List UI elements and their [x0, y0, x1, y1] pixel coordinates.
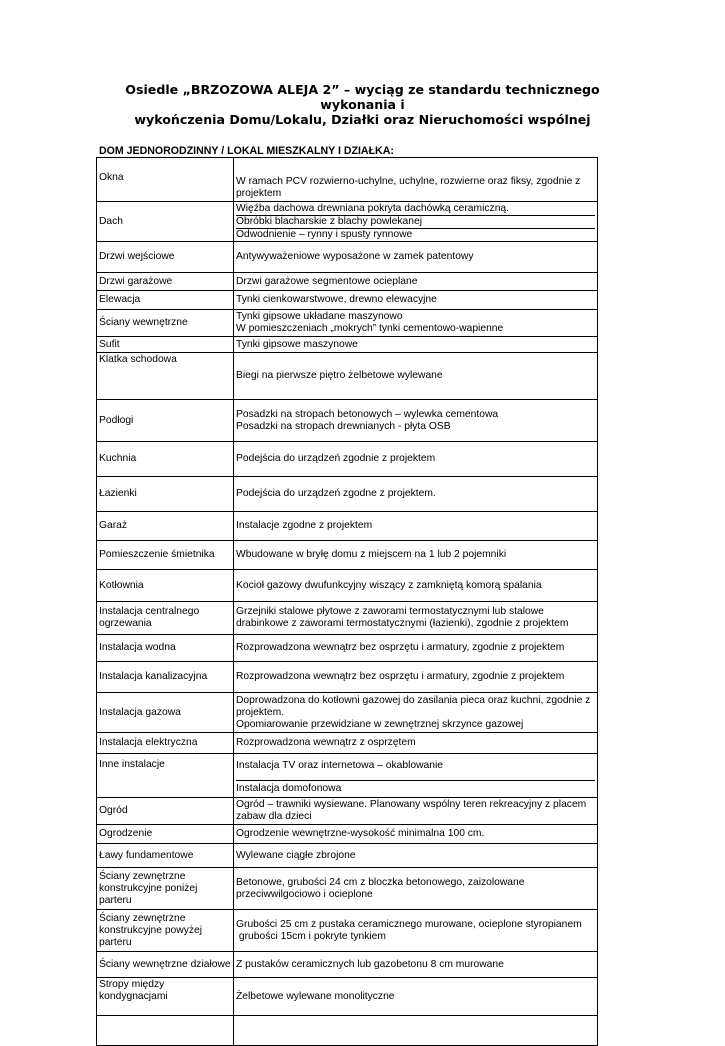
- row-label: Instalacja centralnego ogrzewania: [97, 602, 234, 635]
- row-value: Wylewane ciągłe zbrojone: [234, 844, 598, 868]
- table-row: [97, 952, 598, 978]
- row-value-group: [234, 754, 598, 798]
- row-label: Kuchnia: [97, 442, 234, 477]
- table-row-partial: [97, 1016, 598, 1046]
- table-row: [97, 662, 598, 693]
- row-value: Posadzki na stropach drewnianych - płyta OSB: [236, 420, 451, 432]
- row-label: Drzwi garażowe: [97, 273, 234, 291]
- row-value: Więźba dachowa drewniana pokryta dachówką ceramiczną.: [236, 203, 595, 216]
- table-row: [97, 570, 598, 602]
- table-row: [97, 868, 598, 910]
- table-row: [97, 910, 598, 952]
- row-value: Doprowadzona do kotłowni gazowej do zasilania pieca oraz kuchni, zgodnie z projektem.: [236, 694, 591, 718]
- table-row: [97, 602, 598, 635]
- table-row: [97, 978, 598, 1016]
- row-value-group: [234, 693, 598, 733]
- row-label: Instalacja wodna: [97, 635, 234, 662]
- table-row: [97, 442, 598, 477]
- row-value: Obróbki blacharskie z blachy powlekanej: [236, 216, 595, 229]
- table-row: [97, 337, 598, 353]
- table-row: [97, 310, 598, 337]
- row-value-group: [234, 910, 598, 952]
- table-row: [97, 353, 598, 400]
- document-title: [90, 82, 635, 127]
- row-label: Ściany wewnętrzne: [97, 310, 234, 337]
- table-row: [97, 400, 598, 442]
- row-label: Drzwi wejściowe: [97, 242, 234, 273]
- row-value: Biegi na pierwsze piętro żelbetowe wylewane: [234, 353, 598, 400]
- row-label-empty: [97, 1016, 234, 1046]
- row-value: Odwodnienie – rynny i spusty rynnowe: [236, 228, 413, 240]
- row-label: Ściany zewnętrzne konstrukcyjne powyżej parteru: [97, 910, 234, 952]
- row-label: Elewacja: [97, 291, 234, 310]
- row-value: Podejścia do urządzeń zgodne z projektem.: [234, 477, 598, 512]
- row-label: Ławy fundamentowe: [97, 844, 234, 868]
- row-value: Tynki gipsowe maszynowe: [234, 337, 598, 353]
- title-line-2: wykończenia Domu/Lokalu, Działki oraz Nieruchomości wspólnej: [134, 112, 591, 127]
- row-label: Sufit: [97, 337, 234, 353]
- table-row: [97, 825, 598, 844]
- row-label: Łazienki: [97, 477, 234, 512]
- row-value: W pomieszczeniach „mokrych” tynki cementowo-wapienne: [236, 323, 504, 334]
- row-value: Ogrodzenie wewnętrzne-wysokość minimalna 100 cm.: [234, 825, 598, 844]
- row-value: Z pustaków ceramicznych lub gazobetonu 8 cm murowane: [234, 952, 598, 978]
- table-row: [97, 291, 598, 310]
- row-value: Opomiarowanie przewidziane w zewnętrznej skrzynce gazowej: [236, 718, 524, 730]
- row-value: Antywyważeniowe wyposażone w zamek patentowy: [234, 242, 598, 273]
- row-label: Instalacja kanalizacyjna: [97, 662, 234, 693]
- table-row: [97, 242, 598, 273]
- row-label: Kotłownia: [97, 570, 234, 602]
- row-value-group: [234, 400, 598, 442]
- row-value: Ogród – trawniki wysiewane. Planowany wspólny teren rekreacyjny z placem zabaw dla dzieci: [234, 798, 598, 825]
- row-label: Ściany zewnętrzne konstrukcyjne poniżej parteru: [97, 868, 234, 910]
- row-value: Tynki gipsowe układane maszynowo: [236, 311, 403, 322]
- row-label: Ściany wewnętrzne działowe: [97, 952, 234, 978]
- row-label: Okna: [97, 158, 234, 202]
- table-row: [97, 733, 598, 754]
- table-row: [97, 798, 598, 825]
- row-value: Rozprowadzona wewnątrz bez osprzętu i armatury, zgodnie z projektem: [234, 635, 598, 662]
- row-label: Klatka schodowa: [97, 353, 234, 400]
- row-label: Garaż: [97, 512, 234, 541]
- row-value: Instalacje zgodne z projektem: [234, 512, 598, 541]
- row-value: W ramach PCV rozwierno-uchylne, uchylne, rozwierne oraz fiksy, zgodnie z projektem: [234, 158, 598, 202]
- table-row: [97, 635, 598, 662]
- row-value: Instalacja domofonowa: [236, 783, 342, 794]
- table-row: [97, 693, 598, 733]
- table-row: [97, 477, 598, 512]
- row-value: Grubości 25 cm z pustaka ceramicznego murowane, ocieplone styropianem: [236, 918, 582, 930]
- row-label: Pomieszczenie śmietnika: [97, 541, 234, 570]
- row-value: Rozprowadzona wewnątrz bez osprzętu i armatury, zgodnie z projektem: [234, 662, 598, 693]
- row-value: Kocioł gazowy dwufunkcyjny wiszący z zamkniętą komorą spalania: [234, 570, 598, 602]
- title-line-1: Osiedle „BRZOZOWA ALEJA 2” – wyciąg ze standardu technicznego wykonania i: [125, 82, 600, 112]
- table-row: [97, 754, 598, 798]
- row-value: Posadzki na stropach betonowych – wylewka cementowa: [236, 408, 499, 420]
- row-label: Instalacja gazowa: [97, 693, 234, 733]
- row-value: Betonowe, grubości 24 cm z bloczka betonowego, zaizolowane przeciwwilgociowo i ocieplone: [234, 868, 598, 910]
- row-value: Instalacja TV oraz internetowa – okablowanie: [236, 754, 595, 781]
- standard-table: [96, 157, 598, 1046]
- row-value: Wbudowane w bryłę domu z miejscem na 1 lub 2 pojemniki: [234, 541, 598, 570]
- row-value-group: [234, 202, 598, 242]
- table-row: [97, 512, 598, 541]
- row-value-group: [234, 310, 598, 337]
- row-value: Podejścia do urządzeń zgodnie z projektem: [234, 442, 598, 477]
- table-row: [97, 844, 598, 868]
- row-label: Instalacja elektryczna: [97, 733, 234, 754]
- row-value: Żelbetowe wylewane monolityczne: [234, 978, 598, 1016]
- row-value: Rozprowadzona wewnątrz z osprzętem: [234, 733, 598, 754]
- table-row: [97, 202, 598, 242]
- section-heading: DOM JEDNORODZINNY / LOKAL MIESZKALNY I DZIAŁKA:: [99, 145, 394, 157]
- row-value: grubości 15cm i pokryte tynkiem: [236, 930, 386, 942]
- row-value-empty: [234, 1016, 598, 1046]
- row-label: Podłogi: [97, 400, 234, 442]
- row-label: Ogród: [97, 798, 234, 825]
- row-value: Drzwi garażowe segmentowe ocieplane: [234, 273, 598, 291]
- row-label: Dach: [97, 202, 234, 242]
- row-value: Grzejniki stalowe płytowe z zaworami termostatycznymi lub stalowe drabinkowe z zaworami termostatycznymi (łazienki), zgodnie z projektem: [234, 602, 598, 635]
- table-row: [97, 158, 598, 202]
- row-label: Inne instalacje: [97, 754, 234, 798]
- row-value: Tynki cienkowarstwowe, drewno elewacyjne: [234, 291, 598, 310]
- table-row: [97, 273, 598, 291]
- row-label: Stropy między kondygnacjami: [97, 978, 234, 1016]
- table-row: [97, 541, 598, 570]
- row-label: Ogrodzenie: [97, 825, 234, 844]
